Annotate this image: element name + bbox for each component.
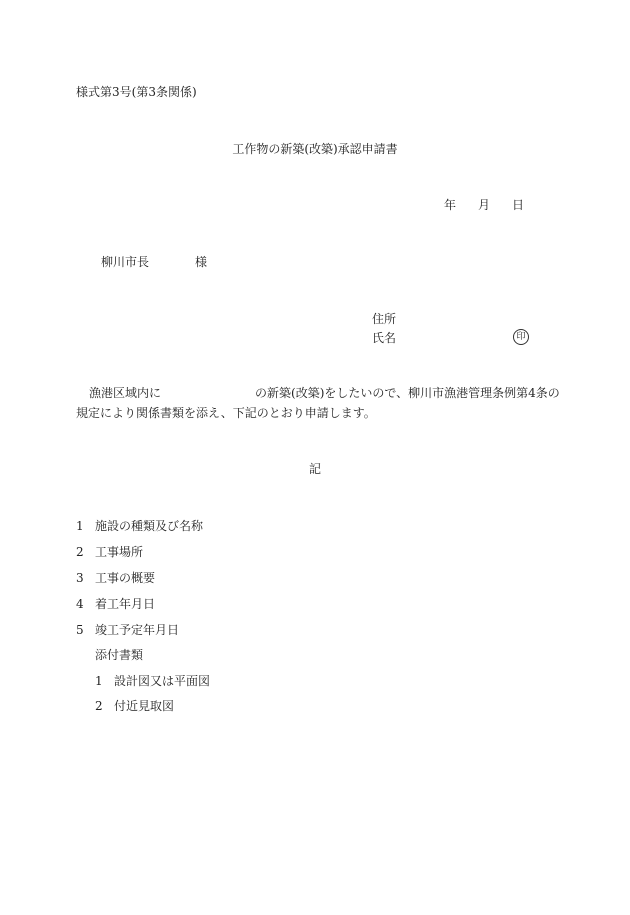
list-item-label: 竣工予定年月日 <box>95 623 180 637</box>
list-item-number: 2 <box>76 545 84 559</box>
date-year-label: 年 <box>444 198 457 212</box>
list-item-label: 施設の種類及び名称 <box>95 519 204 533</box>
body-text-suffix: の新築(改築)をしたいので、柳川市漁港管理条例第4条の <box>255 386 560 400</box>
body-text-line-1 <box>89 385 560 401</box>
applicant-address-label: 住所 <box>372 312 397 326</box>
list-item <box>76 518 203 534</box>
list-item-number: 4 <box>76 597 84 611</box>
body-text-line-2: 規定により関係書類を添え、下記のとおり申請します。 <box>76 406 376 420</box>
attachments-title: 添付書類 <box>95 648 144 662</box>
addressee-office: 柳川市長 <box>101 255 150 269</box>
body-text-prefix: 漁港区域内に <box>89 386 162 400</box>
list-item-number: 3 <box>76 571 84 585</box>
list-item <box>76 596 155 612</box>
attachment-item <box>95 698 174 714</box>
date-day-label: 日 <box>512 198 525 212</box>
attachment-item <box>95 673 210 689</box>
list-item <box>76 622 179 638</box>
list-item <box>76 544 143 560</box>
list-item-number: 5 <box>76 623 84 637</box>
list-item-label: 工事場所 <box>95 545 144 559</box>
attachment-item-label: 付近見取図 <box>114 699 175 713</box>
list-item-number: 1 <box>76 519 84 533</box>
applicant-name-label: 氏名 <box>372 331 397 345</box>
list-item-label: 着工年月日 <box>95 597 156 611</box>
attachment-item-label: 設計図又は平面図 <box>114 674 211 688</box>
document-title: 工作物の新築(改築)承認申請書 <box>232 142 398 156</box>
addressee-honorific: 様 <box>195 255 208 269</box>
list-item <box>76 570 155 586</box>
list-item-label: 工事の概要 <box>95 571 156 585</box>
form-number: 様式第3号(第3条関係) <box>76 85 197 99</box>
date-month-label: 月 <box>478 198 491 212</box>
ki-heading: 記 <box>308 462 321 476</box>
attachment-item-number: 1 <box>95 674 103 688</box>
date-line <box>444 197 524 213</box>
seal-mark-icon: 印 <box>513 329 529 345</box>
attachment-item-number: 2 <box>95 699 103 713</box>
addressee-line <box>101 254 207 270</box>
